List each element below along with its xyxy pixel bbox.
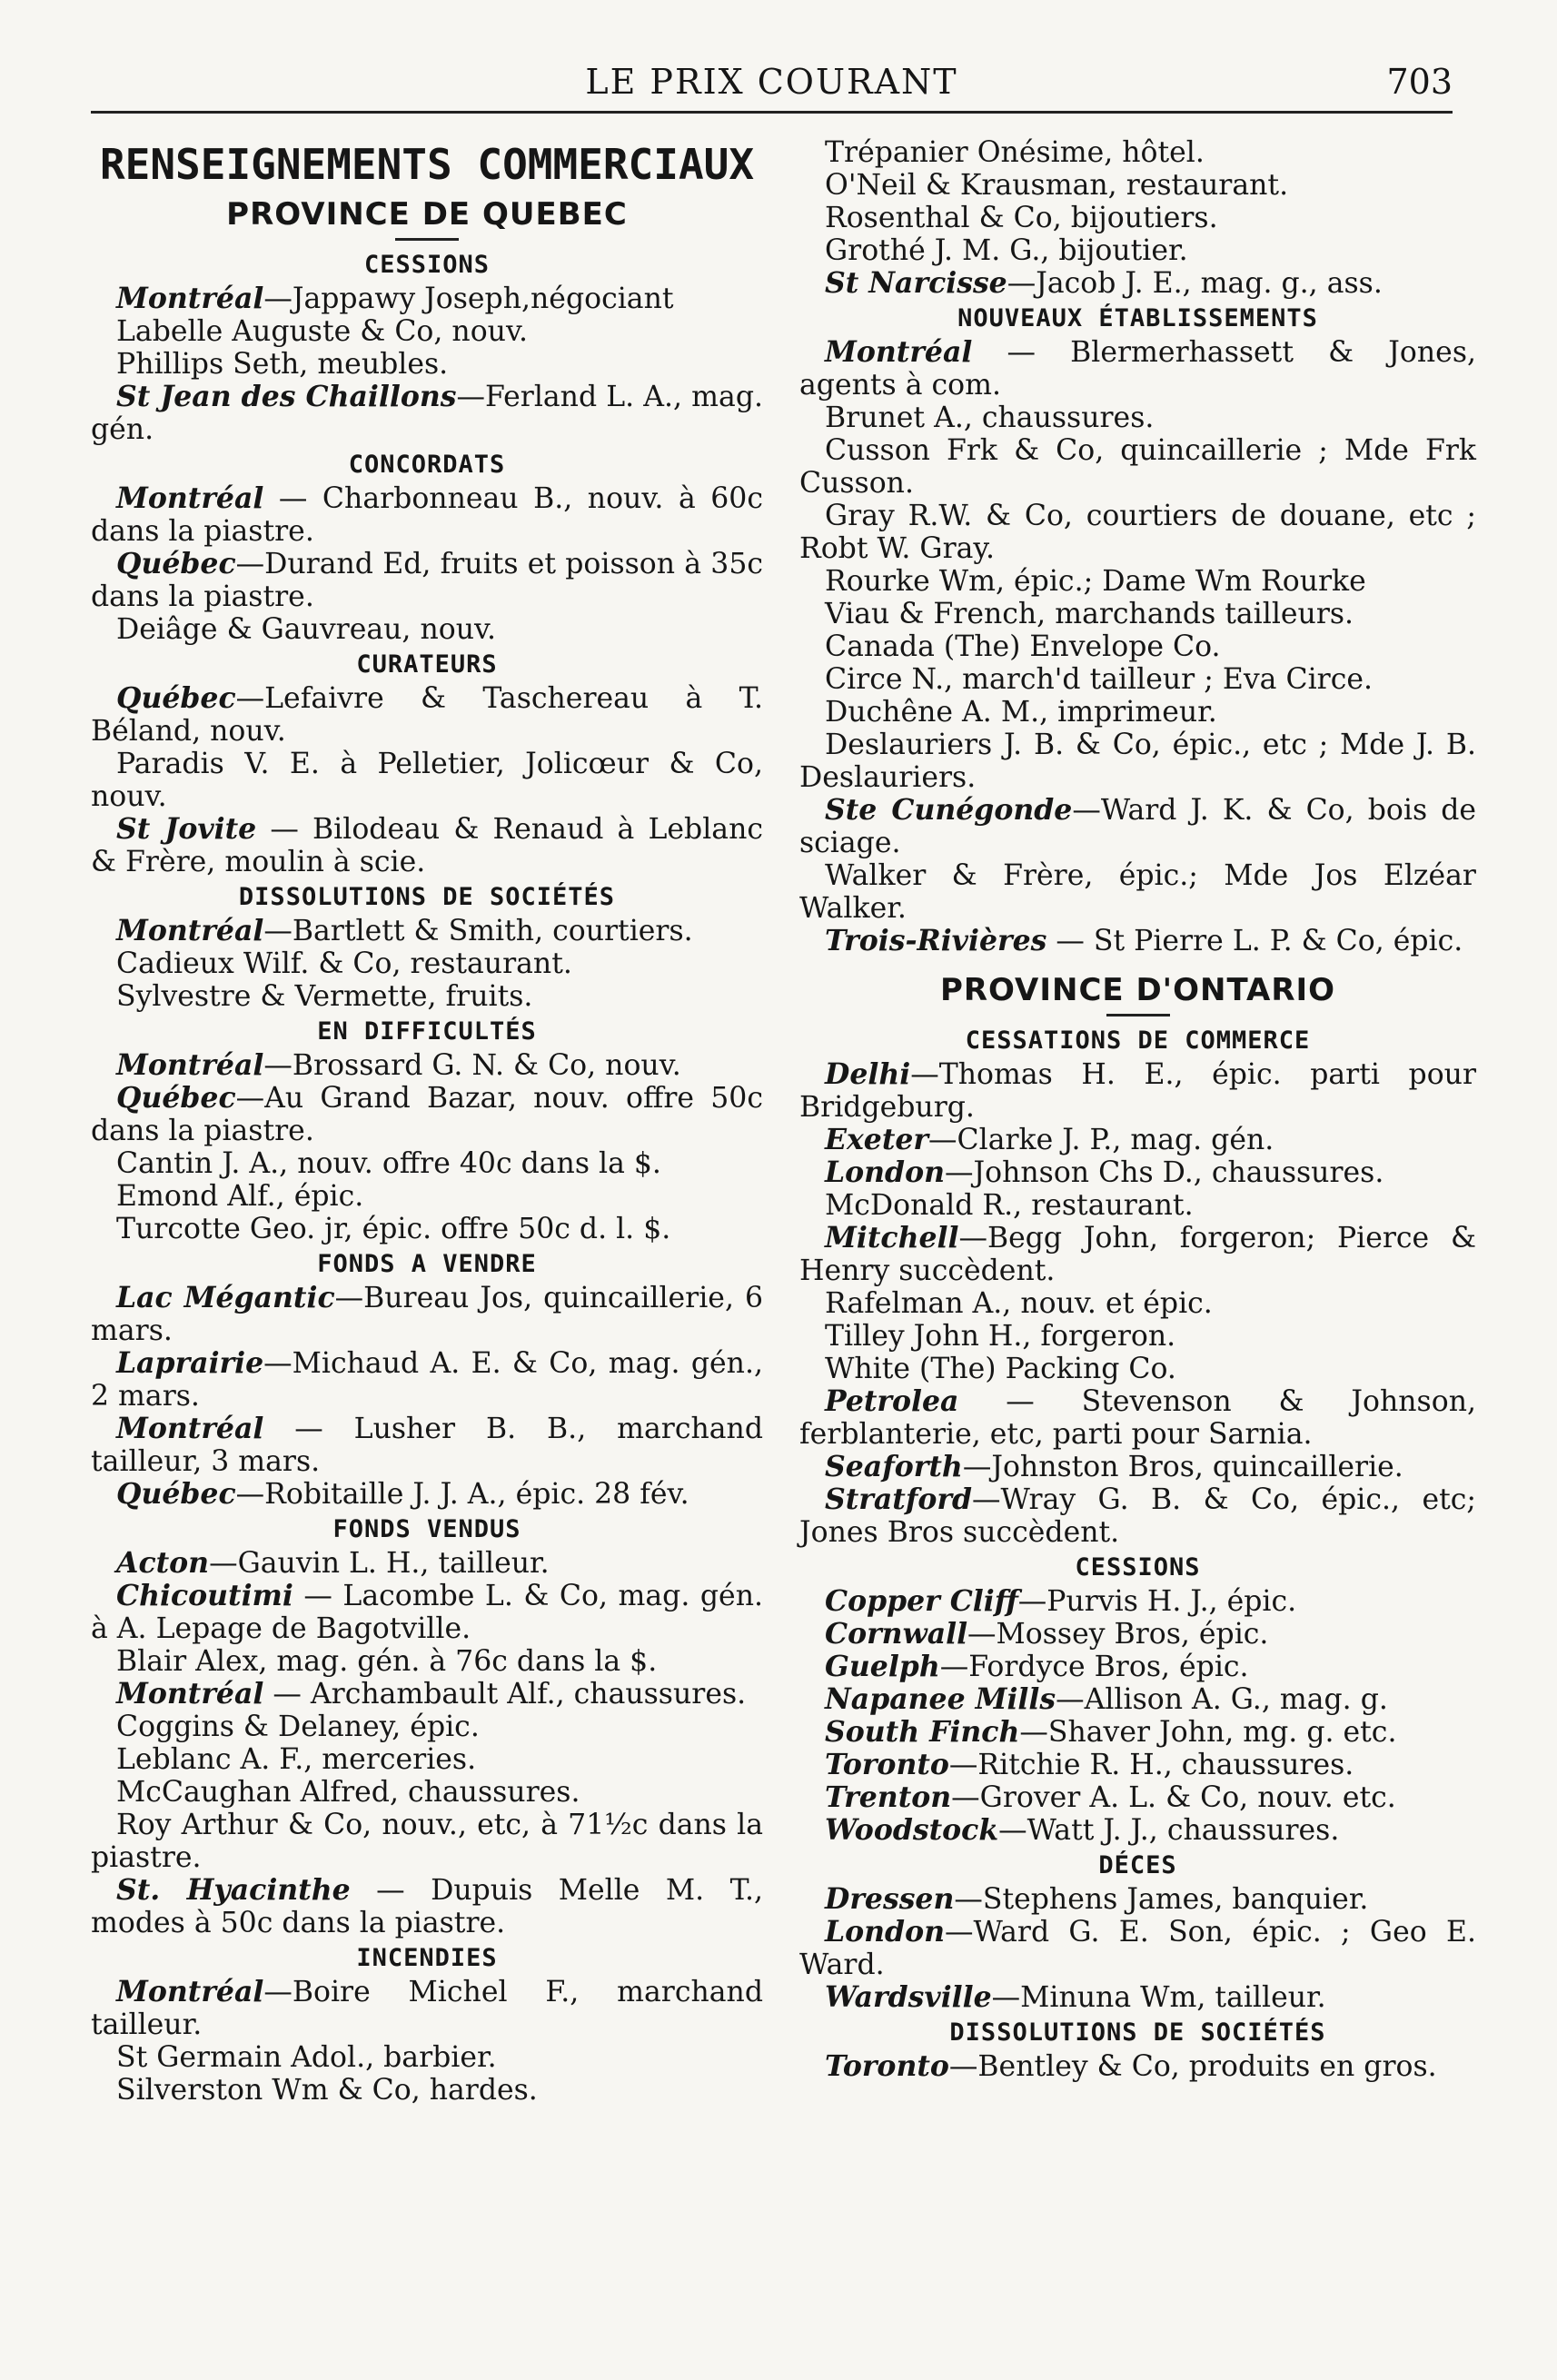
listing-entry (91, 1547, 763, 1580)
entry-text: Viau & French, marchands tailleurs. (825, 598, 1354, 630)
entry-text: Roy Arthur & Co, nouv., etc, à 71½c dans la piastre. (91, 1809, 763, 1874)
listing-entry (91, 813, 763, 878)
listing-entry (799, 500, 1476, 565)
listing-entry (91, 915, 763, 947)
listing-entry (799, 925, 1476, 957)
listing-entry (799, 1585, 1476, 1618)
listing-entry (799, 136, 1476, 169)
listing-entry (91, 548, 763, 613)
listing-entry (799, 267, 1476, 300)
entry-text: Paradis V. E. à Pelletier, Jolicœur & Co, nouv. (91, 748, 763, 813)
section-heading: CESSIONS (1075, 1553, 1201, 1582)
listing-entry (799, 598, 1476, 630)
entry-text: Cadieux Wilf. & Co, restaurant. (116, 947, 572, 980)
right-column (799, 136, 1476, 2325)
place-name: Napanee Mills (825, 1682, 1056, 1716)
entry-text: Walker & Frère, épic.; Mde Jos Elzéar Walker. (799, 859, 1476, 925)
entry-text: —Bentley & Co, produits en gros. (948, 2050, 1437, 2083)
listing-entry (91, 482, 763, 548)
entry-text: Rourke Wm, épic.; Dame Wm Rourke (825, 565, 1366, 598)
entry-text: —Wray G. B. & Co, épic., etc; Jones Bros succèdent. (799, 1483, 1476, 1549)
entry-text: —Fordyce Bros, épic. (939, 1651, 1249, 1683)
listing-entry (91, 1049, 763, 1082)
listing-entry (799, 336, 1476, 402)
entry-text: —Gauvin L. H., tailleur. (209, 1547, 550, 1580)
place-name: St Narcisse (825, 266, 1007, 300)
entry-text: Rosenthal & Co, bijoutiers. (825, 202, 1218, 234)
listing-entry (799, 1683, 1476, 1716)
listing-entry (91, 1743, 763, 1776)
listing-entry (799, 1353, 1476, 1385)
entry-text: Cantin J. A., nouv. offre 40c dans la $. (116, 1147, 661, 1180)
section-heading: CESSIONS (363, 251, 491, 279)
place-name: St Jovite (116, 812, 257, 846)
place-name: London (825, 1915, 945, 1949)
place-name: Montréal (116, 1048, 264, 1082)
entry-text: Labelle Auguste & Co, nouv. (116, 315, 529, 348)
listing-entry (91, 1976, 763, 2041)
entry-text: — Archambault Alf., chaussures. (263, 1678, 747, 1711)
entry-text: —Begg John, forgeron; Pierce & Henry succèdent. (799, 1222, 1476, 1287)
entry-text: —Bureau Jos, quincaillerie, 6 mars. (91, 1282, 763, 1347)
listing-entry (799, 794, 1476, 859)
listing-entry (799, 1320, 1476, 1353)
listing-entry (91, 613, 763, 646)
place-name: Dressen (825, 1882, 955, 1916)
place-name: Québec (116, 681, 236, 715)
section-heading: DISSOLUTIONS DE SOCIÉTÉS (949, 2018, 1326, 2047)
entry-text: — Dupuis Melle M. T., modes à 50c dans la piastre. (91, 1874, 763, 1939)
listing-entry (91, 1180, 763, 1213)
listing-entry (799, 434, 1476, 500)
entry-text: —Thomas H. E., épic. parti pour Bridgeburg. (799, 1058, 1476, 1124)
place-name: Copper Cliff (825, 1584, 1018, 1618)
entry-text: Blair Alex, mag. gén. à 76c dans la $. (116, 1645, 658, 1678)
listing-entry (91, 748, 763, 813)
entry-text: — Charbonneau B., nouv. à 60c dans la piastre. (91, 482, 763, 548)
listing-entry (799, 169, 1476, 202)
entry-text: Gray R.W. & Co, courtiers de douane, etc ; Robt W. Gray. (799, 500, 1476, 565)
listing-entry (799, 1222, 1476, 1287)
entry-text: —Johnston Bros, quincaillerie. (962, 1451, 1403, 1483)
entry-text: —Clarke J. P., mag. gén. (928, 1124, 1274, 1156)
place-name: London (825, 1155, 945, 1189)
entry-text: —Boire Michel F., marchand tailleur. (91, 1976, 763, 2041)
listing-entry (799, 1749, 1476, 1781)
place-name: Trois-Rivières (825, 924, 1047, 957)
listing-entry (91, 1645, 763, 1678)
page-header (91, 56, 1453, 114)
entry-text: Leblanc A. F., merceries. (116, 1743, 477, 1776)
section-heading: DÉCES (1098, 1851, 1177, 1879)
listing-entry (91, 1147, 763, 1180)
entry-text: Circe N., march'd tailleur ; Eva Circe. (825, 663, 1373, 696)
entry-text: —Minuna Wm, tailleur. (991, 1981, 1326, 2014)
entry-text: Trépanier Onésime, hôtel. (825, 136, 1205, 169)
listing-entry (799, 729, 1476, 794)
listing-entry (799, 1618, 1476, 1651)
entry-text: — St Pierre L. P. & Co, épic. (1046, 925, 1463, 957)
place-name: Mitchell (825, 1221, 959, 1254)
journal-title: LE PRIX COURANT (585, 62, 958, 102)
place-name: Toronto (825, 1748, 949, 1781)
entry-text: Rafelman A., nouv. et épic. (825, 1287, 1213, 1320)
listing-entry (799, 1124, 1476, 1156)
entry-text: —Jacob J. E., mag. g., ass. (1007, 267, 1383, 300)
place-name: Québec (116, 1081, 236, 1115)
entry-text: —Johnson Chs D., chaussures. (945, 1156, 1384, 1189)
entry-text: Coggins & Delaney, épic. (116, 1711, 480, 1743)
place-name: Laprairie (116, 1346, 264, 1380)
listing-entry (799, 1156, 1476, 1189)
listing-entry (799, 1814, 1476, 1847)
place-name: Stratford (825, 1483, 973, 1516)
right-quebec-sections (799, 303, 1476, 957)
place-name: Montréal (116, 1412, 264, 1445)
entry-text: McCaughan Alfred, chaussures. (116, 1776, 580, 1809)
right-top-entries (799, 136, 1476, 300)
section-heading: INCENDIES (356, 1944, 498, 1972)
entry-text: McDonald R., restaurant. (825, 1189, 1194, 1222)
entry-text: Deslauriers J. B. & Co, épic., etc ; Mde J. B. Deslauriers. (799, 729, 1476, 794)
listing-entry (799, 859, 1476, 925)
listing-entry (799, 1916, 1476, 1981)
section-heading: NOUVEAUX ÉTABLISSEMENTS (957, 304, 1318, 332)
listing-entry (91, 2041, 763, 2074)
section-heading: EN DIFFICULTÉS (317, 1017, 537, 1046)
main-title: RENSEIGNEMENTS COMMERCIAUX (99, 140, 755, 189)
place-name: Delhi (825, 1057, 911, 1091)
place-name: Montréal (116, 282, 264, 315)
entry-text: Emond Alf., épic. (116, 1180, 364, 1213)
province-ontario-heading: PROVINCE D'ONTARIO (939, 972, 1336, 1008)
entry-text: St Germain Adol., barbier. (116, 2041, 497, 2074)
listing-entry (91, 1478, 763, 1511)
listing-entry (799, 1385, 1476, 1451)
entry-text: —Lefaivre & Taschereau à T. Béland, nouv. (91, 682, 763, 748)
listing-entry (91, 1282, 763, 1347)
place-name: Montréal (116, 1677, 264, 1711)
entry-text: Grothé J. M. G., bijoutier. (825, 234, 1188, 267)
entry-text: Duchêne A. M., imprimeur. (825, 696, 1217, 729)
place-name: Guelph (825, 1650, 940, 1683)
listing-entry (91, 947, 763, 980)
entry-text: Tilley John H., forgeron. (825, 1320, 1176, 1353)
listing-entry (799, 1451, 1476, 1483)
place-name: Petrolea (825, 1384, 959, 1418)
section-heading: FONDS A VENDRE (317, 1250, 537, 1278)
heading-rule (1106, 1014, 1170, 1016)
entry-text: —Ward J. K. & Co, bois de sciage. (799, 794, 1476, 859)
listing-entry (91, 1711, 763, 1743)
listing-entry (91, 1580, 763, 1645)
place-name: Ste Cunégonde (825, 793, 1073, 827)
entry-text: —Watt J. J., chaussures. (998, 1814, 1340, 1847)
entry-text: Turcotte Geo. jr, épic. offre 50c d. l. $. (116, 1213, 671, 1245)
page-number: 703 (1386, 62, 1453, 102)
place-name: St. Hyacinthe (116, 1873, 351, 1907)
entry-text: —Ward G. E. Son, épic. ; Geo E. Ward. (799, 1916, 1476, 1981)
listing-entry (799, 663, 1476, 696)
listing-entry (799, 2050, 1476, 2083)
listing-entry (91, 1776, 763, 1809)
listing-entry (91, 682, 763, 748)
entry-text: — Stevenson & Johnson, ferblanterie, etc, parti pour Sarnia. (799, 1385, 1476, 1451)
listing-entry (91, 1413, 763, 1478)
section-heading: DISSOLUTIONS DE SOCIÉTÉS (238, 883, 616, 911)
section-heading: CURATEURS (356, 650, 498, 679)
entry-text: —Stephens James, banquier. (954, 1883, 1369, 1916)
listing-entry (799, 696, 1476, 729)
entry-text: — Bilodeau & Renaud à Leblanc & Frère, moulin à scie. (91, 813, 764, 878)
entry-text: White (The) Packing Co. (825, 1353, 1176, 1385)
place-name: Trenton (825, 1780, 952, 1814)
listing-entry (799, 1883, 1476, 1916)
entry-text: Canada (The) Envelope Co. (825, 630, 1221, 663)
listing-entry (799, 234, 1476, 267)
entry-text: —Purvis H. J., épic. (1017, 1585, 1297, 1618)
left-sections (91, 250, 763, 2107)
entry-text: Brunet A., chaussures. (825, 402, 1155, 434)
entry-text: —Michaud A. E. & Co, mag. gén., 2 mars. (91, 1347, 763, 1413)
entry-text: O'Neil & Krausman, restaurant. (825, 169, 1289, 202)
province-quebec-heading: PROVINCE DE QUEBEC (226, 196, 628, 233)
entry-text: Deiâge & Gauvreau, nouv. (116, 613, 497, 646)
place-name: Cornwall (825, 1617, 968, 1651)
entry-text: —Shaver John, mg. g. etc. (1019, 1716, 1397, 1749)
listing-entry (91, 348, 763, 381)
listing-entry (799, 1781, 1476, 1814)
right-ontario-sections (799, 1026, 1476, 2083)
section-heading: FONDS VENDUS (332, 1515, 521, 1543)
listing-entry (799, 1981, 1476, 2014)
place-name: St Jean des Chaillons (116, 380, 457, 413)
place-name: Québec (116, 547, 236, 580)
listing-entry (799, 1189, 1476, 1222)
listing-entry (91, 283, 763, 315)
entry-text: —Jappawy Joseph,négociant (263, 283, 674, 315)
listing-entry (799, 1716, 1476, 1749)
listing-entry (91, 1678, 763, 1711)
place-name: Seaforth (825, 1450, 963, 1483)
place-name: Woodstock (825, 1813, 999, 1847)
entry-text: Cusson Frk & Co, quincaillerie ; Mde Frk Cusson. (799, 434, 1476, 500)
place-name: Toronto (825, 2049, 949, 2083)
entry-text: — Blermerhassett & Jones, agents à com. (799, 336, 1476, 402)
heading-rule (395, 238, 459, 241)
place-name: Montréal (825, 335, 973, 369)
entry-text: —Ferland L. A., mag. gén. (91, 381, 763, 446)
section-heading: CESSATIONS DE COMMERCE (965, 1026, 1311, 1055)
entry-text: Sylvestre & Vermette, fruits. (116, 980, 533, 1013)
entry-text: —Mossey Bros, épic. (967, 1618, 1269, 1651)
entry-text: —Au Grand Bazar, nouv. offre 50c dans la piastre. (91, 1082, 763, 1147)
listing-entry (799, 1058, 1476, 1124)
entry-text: Silverston Wm & Co, hardes. (116, 2074, 538, 2107)
place-name: Montréal (116, 481, 264, 515)
place-name: Lac Mégantic (116, 1281, 335, 1314)
entry-text: — Lacombe L. & Co, mag. gén. à A. Lepage de Bagotville. (91, 1580, 763, 1645)
listing-entry (91, 1809, 763, 1874)
left-column (91, 136, 763, 2325)
listing-entry (799, 1483, 1476, 1549)
entry-text: —Bartlett & Smith, courtiers. (263, 915, 693, 947)
entry-text: — Lusher B. B., marchand tailleur, 3 mars. (91, 1413, 763, 1478)
place-name: South Finch (825, 1715, 1020, 1749)
entry-text: —Robitaille J. J. A., épic. 28 fév. (235, 1478, 689, 1511)
place-name: Montréal (116, 914, 264, 947)
entry-text: —Grover A. L. & Co, nouv. etc. (951, 1781, 1396, 1814)
listing-entry (91, 1347, 763, 1413)
place-name: Chicoutimi (116, 1579, 293, 1612)
entry-text: —Allison A. G., mag. g. (1056, 1683, 1388, 1716)
listing-entry (91, 315, 763, 348)
listing-entry (91, 1213, 763, 1245)
listing-entry (799, 1651, 1476, 1683)
listing-entry (799, 630, 1476, 663)
listing-entry (91, 1874, 763, 1939)
entry-text: —Brossard G. N. & Co, nouv. (263, 1049, 681, 1082)
listing-entry (91, 1082, 763, 1147)
section-heading: CONCORDATS (348, 451, 506, 479)
entry-text: —Ritchie R. H., chaussures. (948, 1749, 1354, 1781)
place-name: Québec (116, 1477, 236, 1511)
listing-entry (799, 202, 1476, 234)
listing-entry (799, 1287, 1476, 1320)
place-name: Acton (116, 1546, 210, 1580)
place-name: Montréal (116, 1975, 264, 2008)
listing-entry (91, 980, 763, 1013)
listing-entry (91, 2074, 763, 2107)
listing-entry (799, 402, 1476, 434)
place-name: Exeter (825, 1123, 929, 1156)
listing-entry (799, 565, 1476, 598)
entry-text: Phillips Seth, meubles. (116, 348, 449, 381)
place-name: Wardsville (825, 1980, 992, 2014)
listing-entry (91, 381, 763, 446)
entry-text: —Durand Ed, fruits et poisson à 35c dans la piastre. (91, 548, 763, 613)
